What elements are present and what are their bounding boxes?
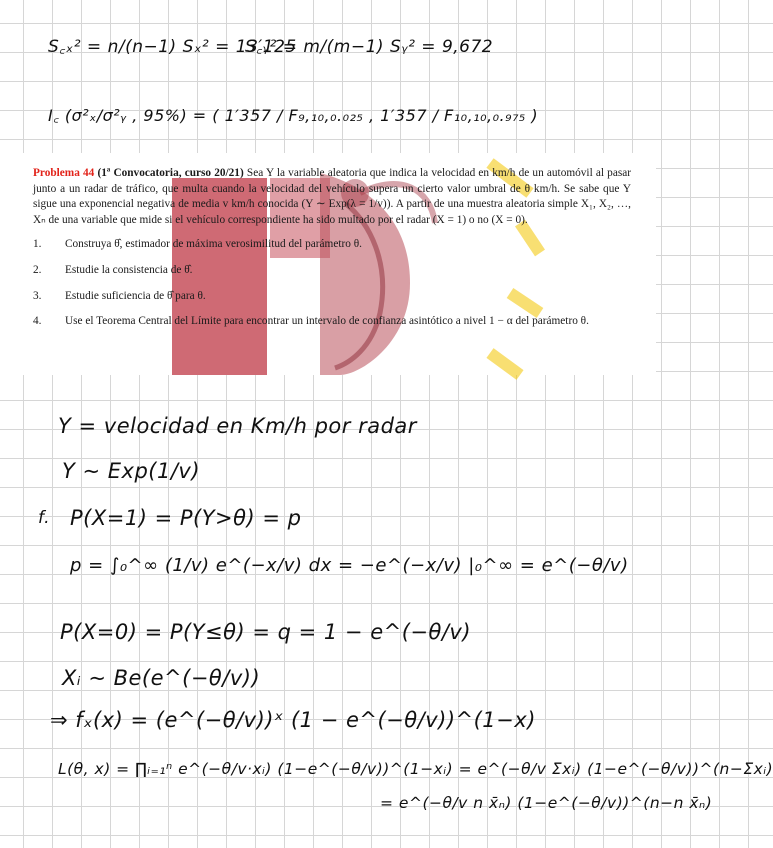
problem-item: 1. Construya θ̂, estimador de máxima verosimilitud del parámetro θ. [33,238,362,251]
note-likelihood-simplified: = e^(−θ/v n x̄ₙ) (1−e^(−θ/v))^(n−n x̄ₙ) [380,794,713,812]
note-likelihood: L(θ, x) = ∏ᵢ₌₁ⁿ e^(−θ/v·xᵢ) (1−e^(−θ/v))^(1−xᵢ) = e^(−θ/v Σxᵢ) (1−e^(−θ/v))^(n−Σxᵢ) [58,760,773,778]
problem-items-list [33,237,631,329]
note-variance-x: S꜀ₓ² = n/(n−1) Sₓ² = 13′125 [48,37,297,57]
problem-item: 4. Use el Teorema Central del Límite para encontrar un intervalo de confianza asintótico a nivel 1 − α del parámetro θ. [33,315,589,328]
problem-title: Problema 44 [33,167,95,179]
note-variance-y: S꜀ᵧ² = m/(m−1) Sᵧ² = 9,672 [245,37,494,57]
problem-text [33,166,631,340]
note-integral: p = ∫₀^∞ (1/v) e^(−x/v) dx = −e^(−x/v) |₀^∞ = e^(−θ/v) [70,555,629,576]
problem-convocatoria: (1ª Convocatoria, curso 20/21) [97,167,244,179]
problem-item: 3. Estudie suficiencia de θ̂ para θ. [33,289,206,302]
note-density: ⇒ fₓ(x) = (e^(−θ/v))ˣ (1 − e^(−θ/v))^(1−x) [50,708,536,732]
problem-item: 2. Estudie la consistencia de θ̂. [33,263,193,276]
note-distribution: Y ∼ Exp(1/v) [62,459,201,483]
note-variable-definition: Y = velocidad en Km/h por radar [58,414,417,438]
problem-block [0,153,656,375]
note-bernoulli: Xᵢ ∼ Be(e^(−θ/v)) [62,666,261,690]
note-prob-x0: P(X=0) = P(Y≤θ) = q = 1 − e^(−θ/v) [60,620,472,644]
note-confidence-interval: I꜀ (σ²ₓ/σ²ᵧ , 95%) = ( 1′357 / F₉,₁₀,₀.₀₂₅ , 1′357 / F₁₀,₁₀,₀.₉₇₅ ) [48,106,539,125]
note-prob-x1: P(X=1) = P(Y>θ) = p [70,506,302,530]
problem-statement: Sea Y la variable aleatoria que indica la velocidad en km/h de un automóvil al pasar junto a un radar de tráfico, que multa cuando la velocidad del vehículo supera un cierto valor umbral de θ km/h. Se sabe que Y sigue una exponencial negativa de media v km/h conocida (Y ∼ Exp(λ = 1/v)). A partir de una muestra aleatoria simple X₁, X₂, …, Xₙ de una variable que mide si el vehículo correspondiente ha sido multado por el radar (X = 1) o no (X = 0). [33,167,632,226]
note-prefix: f. [38,508,51,528]
